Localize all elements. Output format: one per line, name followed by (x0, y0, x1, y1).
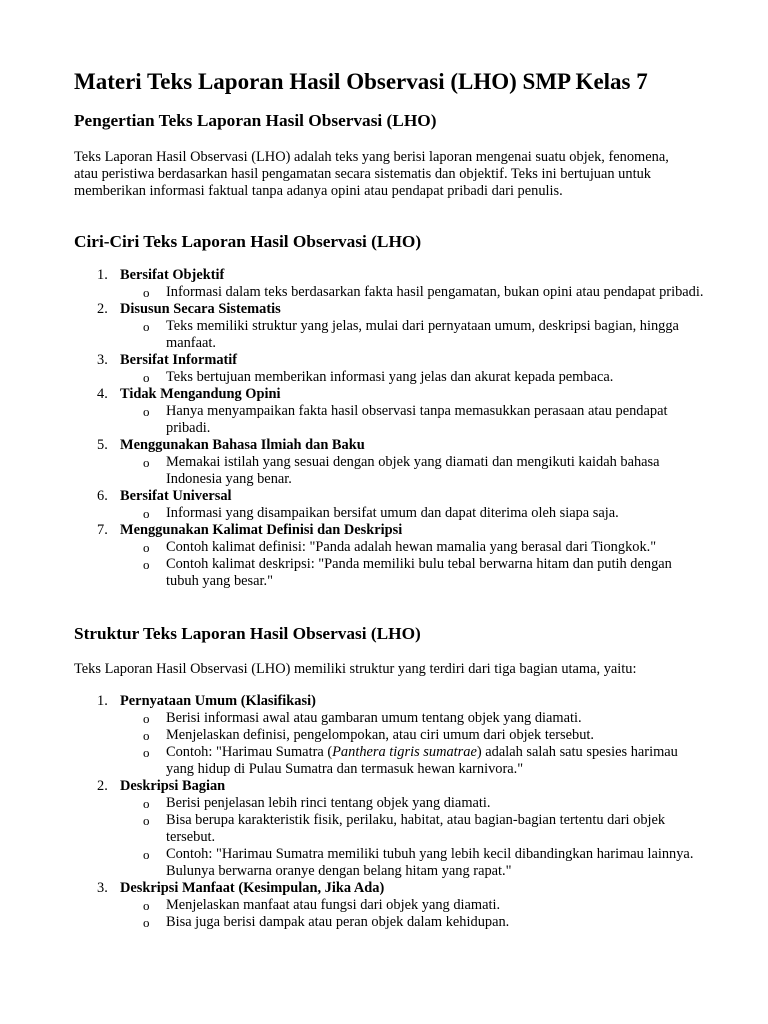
list-item-label: Tidak Mengandung Opini (120, 386, 281, 402)
sub-bullet-item (120, 403, 704, 437)
struktur-intro: Teks Laporan Hasil Observasi (LHO) memiliki struktur yang terdiri dari tiga bagian utama, yaitu: (74, 661, 637, 677)
example-text (166, 744, 678, 777)
sub-bullet-item (120, 710, 704, 727)
bullet-marker: o (143, 796, 150, 811)
sub-bullet-text: Bisa juga berisi dampak atau peran objek dalam kehidupan. (166, 914, 510, 930)
list-item (74, 778, 704, 880)
sub-bullet-text: Hanya menyampaikan fakta hasil observasi tanpa memasukkan perasaan atau pendapat pribadi. (166, 403, 668, 436)
sub-bullet-list (120, 897, 704, 931)
list-number: 1. (97, 693, 108, 709)
bullet-marker: o (143, 898, 150, 913)
sub-bullet-list (120, 403, 704, 437)
ciri-list (74, 267, 704, 590)
pengertian-paragraph: Teks Laporan Hasil Observasi (LHO) adalah teks yang berisi laporan mengenai suatu objek, fenomena, atau peristiwa berdasarkan hasil pengamatan secara sistematis dan objektif. Teks ini bertujuan untuk memberikan informasi faktual tanpa adanya opini atau pendapat pribadi dari penulis. (74, 149, 669, 199)
sub-bullet-text: Memakai istilah yang sesuai dengan objek yang diamati dan mengikuti kaidah bahasa Indonesia yang benar. (166, 454, 660, 487)
example-species-name: Panthera tigris sumatrae (332, 744, 477, 760)
list-item-label: Deskripsi Manfaat (Kesimpulan, Jika Ada) (120, 880, 385, 896)
sub-bullet-list (120, 539, 704, 590)
list-number: 3. (97, 352, 108, 368)
sub-bullet-list (120, 454, 704, 488)
sub-bullet-item (120, 897, 704, 914)
document-title: Materi Teks Laporan Hasil Observasi (LHO) SMP Kelas 7 (74, 69, 648, 94)
list-item (74, 522, 704, 590)
list-number: 3. (97, 880, 108, 896)
list-number: 6. (97, 488, 108, 504)
sub-bullet-text: Teks bertujuan memberikan informasi yang jelas dan akurat kepada pembaca. (166, 369, 614, 385)
list-item (74, 267, 704, 301)
sub-bullet-list (120, 318, 704, 352)
sub-bullet-list (120, 710, 704, 778)
sub-bullet-text: Teks memiliki struktur yang jelas, mulai dari pernyataan umum, deskripsi bagian, hingga manfaat. (166, 318, 679, 351)
bullet-marker: o (143, 557, 150, 572)
sub-bullet-item (120, 369, 704, 386)
list-number: 4. (97, 386, 108, 402)
example-text-after: ) adalah salah satu spesies harimau yang hidup di Pulau Sumatra dan termasuk hewan karnivora." (166, 744, 678, 777)
list-item (74, 301, 704, 352)
list-item (74, 437, 704, 488)
section-heading-struktur: Struktur Teks Laporan Hasil Observasi (LHO) (74, 624, 421, 643)
sub-bullet-item (120, 795, 704, 812)
list-item-label: Menggunakan Kalimat Definisi dan Deskripsi (120, 522, 403, 538)
list-item (74, 693, 704, 778)
list-number: 2. (97, 301, 108, 317)
sub-bullet-list (120, 795, 704, 880)
sub-bullet-text: Berisi informasi awal atau gambaran umum tentang objek yang diamati. (166, 710, 582, 726)
sub-bullet-item (120, 454, 704, 488)
sub-bullet-item (120, 556, 704, 590)
list-number: 5. (97, 437, 108, 453)
bullet-marker: o (143, 711, 150, 726)
bullet-marker: o (143, 370, 150, 385)
bullet-marker: o (143, 285, 150, 300)
sub-bullet-text: Contoh: "Harimau Sumatra memiliki tubuh yang lebih kecil dibandingkan harimau lainnya. Bulunya berwarna oranye dengan belang hitam yang rapat." (166, 846, 694, 879)
section-heading-pengertian: Pengertian Teks Laporan Hasil Observasi (LHO) (74, 111, 437, 130)
sub-bullet-list (120, 505, 704, 522)
struktur-list (74, 693, 704, 931)
sub-bullet-item (120, 812, 704, 846)
sub-bullet-item (120, 744, 704, 778)
list-item-label: Disusun Secara Sistematis (120, 301, 281, 317)
list-item (74, 488, 704, 522)
bullet-marker: o (143, 745, 150, 760)
sub-bullet-text: Contoh kalimat deskripsi: "Panda memiliki bulu tebal berwarna hitam dan putih dengan tubuh yang besar." (166, 556, 672, 589)
sub-bullet-list (120, 284, 704, 301)
sub-bullet-text: Bisa berupa karakteristik fisik, perilaku, habitat, atau bagian-bagian tertentu dari objek tersebut. (166, 812, 666, 845)
list-item-label: Bersifat Universal (120, 488, 232, 504)
sub-bullet-text: Contoh kalimat definisi: "Panda adalah hewan mamalia yang berasal dari Tiongkok." (166, 539, 657, 555)
bullet-marker: o (143, 404, 150, 419)
list-item (74, 880, 704, 931)
list-number: 1. (97, 267, 108, 283)
list-item-label: Deskripsi Bagian (120, 778, 226, 794)
sub-bullet-item (120, 846, 704, 880)
section-heading-ciri: Ciri-Ciri Teks Laporan Hasil Observasi (LHO) (74, 232, 422, 251)
bullet-marker: o (143, 540, 150, 555)
list-number: 2. (97, 778, 108, 794)
list-item (74, 386, 704, 437)
bullet-marker: o (143, 847, 150, 862)
sub-bullet-text: Menjelaskan definisi, pengelompokan, atau ciri umum dari objek tersebut. (166, 727, 595, 743)
list-item-label: Pernyataan Umum (Klasifikasi) (120, 693, 316, 709)
sub-bullet-text: Informasi yang disampaikan bersifat umum dan dapat diterima oleh siapa saja. (166, 505, 619, 521)
list-item-label: Bersifat Objektif (120, 267, 225, 283)
sub-bullet-item (120, 284, 704, 301)
sub-bullet-item (120, 727, 704, 744)
example-text-before: Contoh: "Harimau Sumatra ( (166, 744, 333, 760)
sub-bullet-item (120, 505, 704, 522)
bullet-marker: o (143, 915, 150, 930)
sub-bullet-list (120, 369, 704, 386)
list-number: 7. (97, 522, 108, 538)
bullet-marker: o (143, 813, 150, 828)
bullet-marker: o (143, 319, 150, 334)
bullet-marker: o (143, 455, 150, 470)
bullet-marker: o (143, 728, 150, 743)
sub-bullet-text: Informasi dalam teks berdasarkan fakta hasil pengamatan, bukan opini atau pendapat pribadi. (166, 284, 704, 300)
list-item-label: Bersifat Informatif (120, 352, 238, 368)
sub-bullet-text: Berisi penjelasan lebih rinci tentang objek yang diamati. (166, 795, 491, 811)
sub-bullet-item (120, 318, 704, 352)
sub-bullet-item (120, 914, 704, 931)
sub-bullet-text: Menjelaskan manfaat atau fungsi dari objek yang diamati. (166, 897, 501, 913)
bullet-marker: o (143, 506, 150, 521)
list-item-label: Menggunakan Bahasa Ilmiah dan Baku (120, 437, 365, 453)
list-item (74, 352, 704, 386)
sub-bullet-item (120, 539, 704, 556)
